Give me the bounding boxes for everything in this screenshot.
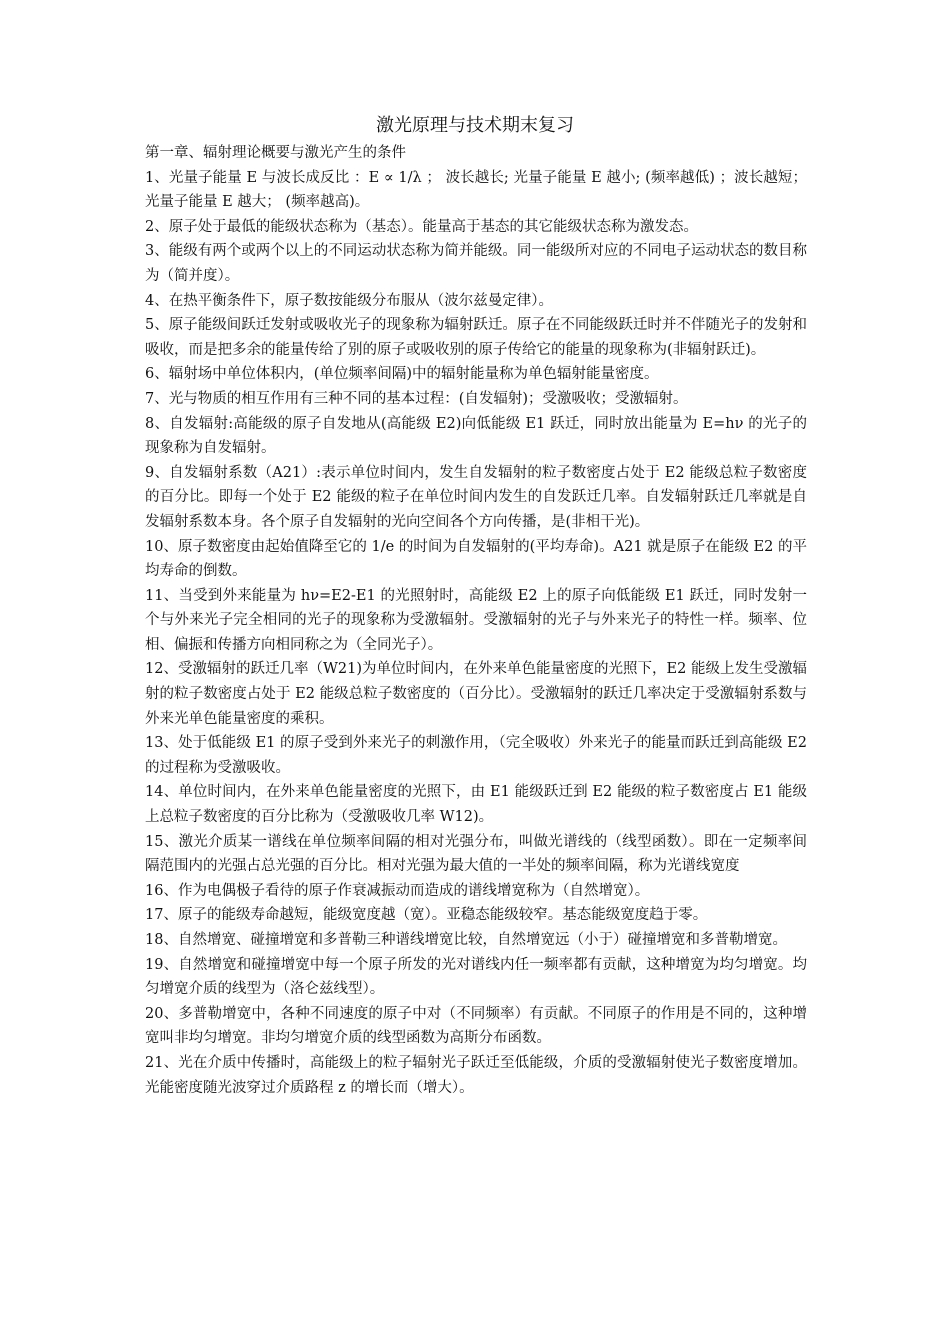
- paragraph-9: 9、自发辐射系数（A21）:表示单位时间内，发生自发辐射的粒子数密度占处于 E2 能级总粒子数密度的百分比。即每一个处于 E2 能级的粒子在单位时间内发生的自发跃迁几率。自发辐射跃迁几率就是自发辐射系数本身。各个原子自发辐射的光向空间各个方向传播，是(非相干光)。: [145, 464, 807, 530]
- paragraph-20: 20、多普勒增宽中，各种不同速度的原子中对（不同频率）有贡献。不同原子的作用是不同的，这种增宽叫非均匀增宽。非均匀增宽介质的线型函数为高斯分布函数。: [145, 1005, 807, 1047]
- paragraph-13: 13、处于低能级 E1 的原子受到外来光子的刺激作用，（完全吸收）外来光子的能量而跃迁到高能级 E2 的过程称为受激吸收。: [145, 735, 807, 776]
- paragraph-11: 11、当受到外来能量为 hν=E2-E1 的光照射时，高能级 E2 上的原子向低能级 E1 跃迁，同时发射一个与外来光子完全相同的光子的现象称为受激辐射。受激辐射的光子与外来光子的特性一样。频率、位相、偏振和传播方向相同称之为（全同光子）。: [145, 587, 807, 653]
- paragraph-12: 12、受激辐射的跃迁几率（W21)为单位时间内，在外来单色能量密度的光照下，E2 能级上发生受激辐射的粒子数密度占处于 E2 能级总粒子数密度的（百分比）。受激辐射的跃迁几率决定于受激辐射系数与外来光单色能量密度的乘积。: [145, 661, 807, 727]
- paragraph-4: 4、在热平衡条件下，原子数按能级分布服从（波尔兹曼定律）。: [145, 292, 553, 309]
- paragraph-19: 19、自然增宽和碰撞增宽中每一个原子所发的光对谱线内任一频率都有贡献，这种增宽为均匀增宽。均匀增宽介质的线型为（洛仑兹线型）。: [145, 956, 807, 998]
- paragraph-10: 10、原子数密度由起始值降至它的 1/e 的时间为自发辐射的(平均寿命)。A21 就是原子在能级 E2 的平均寿命的倒数。: [145, 538, 807, 580]
- document-title: 激光原理与技术期末复习: [376, 115, 574, 136]
- paragraph-8: 8、自发辐射:高能级的原子自发地从(高能级 E2)向低能级 E1 跃迁，同时放出能量为 E=hν 的光子的现象称为自发辐射。: [145, 415, 807, 457]
- paragraph-14: 14、单位时间内，在外来单色能量密度的光照下，由 E1 能级跃迁到 E2 能级的粒子数密度占 E1 能级上总粒子数密度的百分比称为（受激吸收几率 W12)。: [145, 784, 807, 826]
- paragraph-18: 18、自然增宽、碰撞增宽和多普勒三种谱线增宽比较，自然增宽远（小于）碰撞增宽和多普勒增宽。: [145, 932, 787, 948]
- paragraph-6: 6、辐射场中单位体积内，(单位频率间隔)中的辐射能量称为单色辐射能量密度。: [145, 366, 659, 383]
- paragraph-5: 5、原子能级间跃迁发射或吸收光子的现象称为辐射跃迁。原子在不同能级跃迁时并不伴随光子的发射和吸收，而是把多余的能量传给了别的原子或吸收别的原子传给它的能量的现象称为(非辐射跃迁)。: [145, 317, 807, 358]
- paragraph-15: 15、激光介质某一谱线在单位频率间隔的相对光强分布，叫做光谱线的（线型函数）。即在一定频率间隔范围内的光强占总光强的百分比。相对光强为最大值的一半处的频率间隔，称为光谱线宽度: [145, 833, 807, 875]
- chapter-heading: 第一章、辐射理论概要与激光产生的条件: [145, 145, 406, 161]
- paragraph-3: 3、能级有两个或两个以上的不同运动状态称为简并能级。同一能级所对应的不同电子运动状态的数目称为（简并度）。: [145, 243, 807, 284]
- paragraph-21: 21、光在介质中传播时，高能级上的粒子辐射光子跃迁至低能级，介质的受激辐射使光子数密度增加。光能密度随光波穿过介质路程 z 的增长而（增大）。: [145, 1054, 807, 1096]
- paragraph-2: 2、原子处于最低的能级状态称为（基态）。能量高于基态的其它能级状态称为激发态。: [145, 218, 698, 235]
- document-body: [145, 141, 807, 1100]
- paragraph-7: 7、光与物质的相互作用有三种不同的基本过程：(自发辐射)；受激吸收；受激辐射。: [145, 390, 688, 407]
- paragraph-17: 17、原子的能级寿命越短，能级宽度越（宽）。亚稳态能级较窄。基态能级宽度趋于零。: [145, 907, 708, 924]
- paragraph-1: 1、光量子能量 E 与波长成反比 ：E ∝ 1/λ ； 波长越长; 光量子能量 E 越小; (频率越低) ；波长越短； 光量子能量 E 越大； (频率越高)。: [145, 169, 807, 211]
- paragraph-16: 16、作为电偶极子看待的原子作衰减振动而造成的谱线增宽称为（自然增宽）。: [145, 882, 650, 899]
